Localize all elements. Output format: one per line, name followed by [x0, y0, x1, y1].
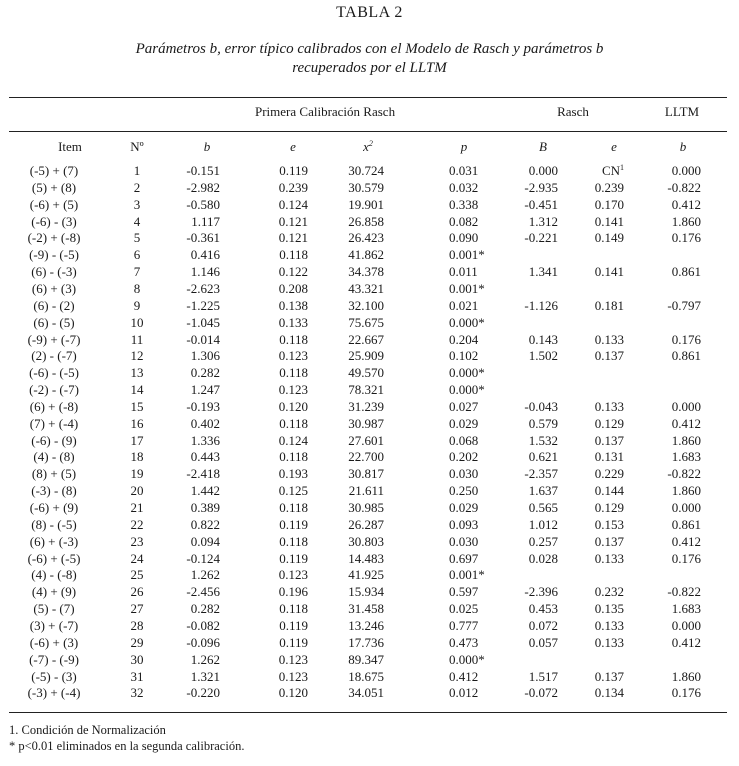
cell-item: (-5) + (7) [29, 163, 79, 178]
cell-rasch-b: 0.579 [528, 416, 558, 431]
cell-item: (6) + (-8) [29, 399, 79, 414]
cell-lltm-b: 1.860 [671, 483, 701, 498]
cell-chi2: 41.862 [348, 247, 384, 262]
cell-rasch-e: 0.129 [594, 416, 624, 431]
cell-b: -0.096 [186, 635, 220, 650]
cell-b: -0.361 [186, 230, 220, 245]
cell-item: (-6) - (3) [31, 214, 77, 229]
cell-rasch-e: 0.137 [594, 534, 624, 549]
cell-p: 0.000* [449, 382, 485, 397]
cell-number: 32 [130, 685, 144, 700]
cell-rasch-b: 1.517 [528, 669, 558, 684]
cell-e: 0.138 [278, 298, 308, 313]
cell-number: 2 [133, 180, 141, 195]
cell-e: 0.119 [279, 551, 308, 566]
cell-chi2: 17.736 [348, 635, 384, 650]
cell-e: 0.118 [279, 247, 308, 262]
cell-e: 0.123 [278, 652, 308, 667]
cell-rasch-e: 0.129 [594, 500, 624, 515]
cell-lltm-b: 0.412 [671, 635, 701, 650]
cell-p: 0.000* [449, 652, 485, 667]
group-header-primera: Primera Calibración Rasch [255, 104, 396, 119]
cell-e: 0.118 [279, 365, 308, 380]
cell-rasch-e: 0.232 [594, 584, 624, 599]
column-header-rasch-e: e [611, 139, 617, 154]
cell-p: 0.000* [449, 315, 485, 330]
footnote-significance [9, 738, 244, 754]
cell-b: 0.389 [190, 500, 220, 515]
cell-chi2: 78.321 [348, 382, 384, 397]
cell-rasch-e: 0.144 [594, 483, 624, 498]
cell-b: 0.282 [190, 365, 220, 380]
cell-rasch-e: 0.149 [594, 230, 624, 245]
cell-e: 0.118 [279, 500, 308, 515]
cell-e: 0.123 [278, 567, 308, 582]
table-caption [40, 40, 699, 78]
cell-number: 25 [130, 567, 144, 582]
cell-rasch-e: 0.137 [594, 348, 624, 363]
cell-lltm-b: -0.822 [667, 466, 701, 481]
cell-rasch-e: 0.133 [594, 618, 624, 633]
cell-item: (8) - (-5) [31, 517, 77, 532]
cell-b: -1.045 [186, 315, 220, 330]
cell-number: 14 [130, 382, 144, 397]
cell-e: 0.121 [278, 214, 308, 229]
cell-rasch-b: 0.621 [528, 449, 558, 464]
cell-e: 0.120 [278, 685, 308, 700]
cell-b: -0.580 [186, 197, 220, 212]
cell-number: 15 [130, 399, 144, 414]
cell-item: (6) - (-3) [31, 264, 77, 279]
cell-chi2: 30.579 [348, 180, 384, 195]
cell-b: -1.225 [186, 298, 220, 313]
cell-lltm-b: -0.822 [667, 584, 701, 599]
cell-e: 0.121 [278, 230, 308, 245]
cell-p: 0.027 [449, 399, 479, 414]
cell-e: 0.196 [278, 584, 308, 599]
column-header-rasch-b: B [539, 139, 547, 154]
cell-chi2: 34.051 [348, 685, 384, 700]
cell-p: 0.030 [449, 534, 479, 549]
cell-b: 1.146 [190, 264, 220, 279]
cell-rasch-e: 0.141 [594, 214, 624, 229]
cell-b: -2.982 [186, 180, 220, 195]
cell-number: 5 [133, 230, 141, 245]
cell-rasch-b: 1.502 [528, 348, 558, 363]
cell-e: 0.120 [278, 399, 308, 414]
cell-e: 0.124 [278, 433, 308, 448]
cell-b: 0.416 [190, 247, 220, 262]
cell-b: 0.282 [190, 601, 220, 616]
cell-chi2: 41.925 [348, 567, 384, 582]
cell-rasch-b: -1.126 [524, 298, 558, 313]
cell-e: 0.118 [279, 449, 308, 464]
cell-item: (6) + (-3) [29, 534, 79, 549]
cell-p: 0.082 [449, 214, 479, 229]
cell-item: (-5) - (3) [31, 669, 77, 684]
cell-chi2: 30.985 [348, 500, 384, 515]
cell-chi2: 75.675 [348, 315, 384, 330]
column-header-item: Item [58, 139, 82, 154]
cell-p: 0.001* [449, 247, 485, 262]
cell-rasch-e: $CN^1$ [601, 163, 624, 178]
cell-number: 30 [130, 652, 144, 667]
cell-b: -0.151 [186, 163, 220, 178]
cell-rasch-e: 0.133 [594, 635, 624, 650]
column-header-lltm-b: b [679, 139, 687, 154]
cell-e: 0.123 [278, 669, 308, 684]
cell-p: 0.030 [449, 466, 479, 481]
cell-item: (2) - (-7) [31, 348, 77, 363]
cell-b: 0.094 [190, 534, 220, 549]
cell-number: 27 [130, 601, 144, 616]
cell-item: (-6) + (9) [29, 500, 79, 515]
cell-chi2: 19.901 [348, 197, 384, 212]
cell-lltm-b: 1.683 [671, 601, 701, 616]
cell-item: (-9) + (-7) [27, 332, 81, 347]
cell-e: 0.125 [278, 483, 308, 498]
cell-e: 0.118 [279, 601, 308, 616]
cell-item: (3) + (-7) [29, 618, 79, 633]
cell-item: (8) + (5) [31, 466, 77, 481]
cell-lltm-b: 1.860 [671, 433, 701, 448]
cell-p: 0.029 [449, 416, 479, 431]
cell-e: 0.239 [278, 180, 308, 195]
cell-b: 1.306 [190, 348, 220, 363]
cell-number: 6 [133, 247, 141, 262]
cell-b: 1.442 [190, 483, 220, 498]
cell-rasch-b: -0.043 [524, 399, 558, 414]
cell-number: 28 [130, 618, 144, 633]
cell-chi2: 22.667 [348, 332, 384, 347]
cell-p: 0.250 [449, 483, 479, 498]
cell-p: 0.412 [449, 669, 479, 684]
cell-chi2: 32.100 [348, 298, 384, 313]
cell-item: (5) + (8) [31, 180, 77, 195]
cell-chi2: 25.909 [348, 348, 384, 363]
cell-p: 0.102 [449, 348, 479, 363]
cell-p: 0.031 [449, 163, 479, 178]
cell-lltm-b: 0.412 [671, 197, 701, 212]
cell-rasch-b: -0.072 [524, 685, 558, 700]
cell-b: -0.193 [186, 399, 220, 414]
cell-p: 0.001* [449, 281, 485, 296]
cell-lltm-b: -0.797 [667, 298, 701, 313]
cell-rasch-b: 1.341 [528, 264, 558, 279]
cell-chi2: 49.570 [348, 365, 384, 380]
cell-chi2: 27.601 [348, 433, 384, 448]
cell-number: 4 [133, 214, 141, 229]
cell-rasch-b: 1.312 [528, 214, 558, 229]
cell-e: 0.119 [279, 163, 308, 178]
column-header-chi2: $x^2$ [363, 139, 373, 154]
cell-chi2: 14.483 [348, 551, 384, 566]
cell-p: 0.021 [449, 298, 479, 313]
column-header-number: Nº [130, 139, 144, 154]
cell-lltm-b: 0.176 [671, 230, 701, 245]
cell-rasch-e: 0.134 [594, 685, 624, 700]
cell-lltm-b: 0.861 [671, 264, 701, 279]
cell-rasch-e: 0.170 [594, 197, 624, 212]
cell-b: -0.014 [186, 332, 220, 347]
cell-chi2: 26.423 [348, 230, 384, 245]
cell-p: 0.093 [449, 517, 479, 532]
cell-rasch-b: -2.357 [524, 466, 558, 481]
cell-rasch-b: 0.000 [528, 163, 558, 178]
cell-e: 0.122 [278, 264, 308, 279]
cell-rasch-b: -2.935 [524, 180, 558, 195]
group-header-rasch: Rasch [557, 104, 589, 119]
cell-number: 12 [130, 348, 144, 363]
cell-chi2: 26.287 [348, 517, 384, 532]
cell-item: (5) - (7) [33, 601, 75, 616]
cell-lltm-b: 0.176 [671, 685, 701, 700]
cell-b: 1.262 [190, 567, 220, 582]
cell-e: 0.123 [278, 382, 308, 397]
cell-number: 31 [130, 669, 144, 684]
cell-rasch-b: 0.028 [528, 551, 558, 566]
cell-b: -0.124 [186, 551, 220, 566]
cell-b: 0.443 [190, 449, 220, 464]
cell-lltm-b: 0.176 [671, 551, 701, 566]
cell-p: 0.029 [449, 500, 479, 515]
cell-chi2: 30.803 [348, 534, 384, 549]
cell-number: 13 [130, 365, 144, 380]
cell-chi2: 18.675 [348, 669, 384, 684]
cell-e: 0.119 [279, 618, 308, 633]
cell-number: 29 [130, 635, 144, 650]
cell-lltm-b: 0.000 [671, 500, 701, 515]
cell-e: 0.133 [278, 315, 308, 330]
group-rule [9, 131, 727, 132]
cell-p: 0.090 [449, 230, 479, 245]
cell-p: 0.000* [449, 365, 485, 380]
cell-lltm-b: -0.822 [667, 180, 701, 195]
cell-b: -2.418 [186, 466, 220, 481]
cell-rasch-e: 0.131 [594, 449, 624, 464]
cell-p: 0.068 [449, 433, 479, 448]
cell-number: 19 [130, 466, 144, 481]
cell-e: 0.193 [278, 466, 308, 481]
cell-rasch-e: 0.133 [594, 551, 624, 566]
cell-chi2: 30.817 [348, 466, 384, 481]
cell-chi2: 30.724 [348, 163, 384, 178]
cell-lltm-b: 0.412 [671, 416, 701, 431]
cell-chi2: 31.458 [348, 601, 384, 616]
cell-item: (-9) - (-5) [29, 247, 79, 262]
cell-item: (-6) + (-5) [27, 551, 81, 566]
cell-item: (7) + (-4) [29, 416, 79, 431]
cell-p: 0.032 [449, 180, 479, 195]
cell-b: 1.247 [190, 382, 220, 397]
cell-p: 0.011 [449, 264, 478, 279]
cell-rasch-b: 0.143 [528, 332, 558, 347]
cell-chi2: 34.378 [348, 264, 384, 279]
cell-number: 22 [130, 517, 144, 532]
cell-e: 0.119 [279, 517, 308, 532]
cell-b: -0.220 [186, 685, 220, 700]
cell-item: (6) - (2) [33, 298, 75, 313]
cell-lltm-b: 1.860 [671, 214, 701, 229]
group-header-lltm: LLTM [664, 104, 700, 119]
cell-b: -0.082 [186, 618, 220, 633]
cell-number: 18 [130, 449, 144, 464]
cell-number: 10 [130, 315, 144, 330]
cell-item: (-6) - (-5) [29, 365, 79, 380]
cell-number: 24 [130, 551, 144, 566]
cell-chi2: 22.700 [348, 449, 384, 464]
cell-rasch-e: 0.137 [594, 433, 624, 448]
cell-chi2: 31.239 [348, 399, 384, 414]
cell-p: 0.025 [449, 601, 479, 616]
cell-number: 3 [133, 197, 141, 212]
cell-e: 0.119 [279, 635, 308, 650]
cell-lltm-b: 0.176 [671, 332, 701, 347]
column-header-p: p [460, 139, 468, 154]
column-header-b: b [203, 139, 211, 154]
cell-lltm-b: 0.861 [671, 348, 701, 363]
cell-e: 0.124 [278, 197, 308, 212]
cell-p: 0.338 [449, 197, 479, 212]
table-label: TABLA 2 [336, 4, 403, 21]
cell-number: 26 [130, 584, 144, 599]
cell-rasch-e: 0.153 [594, 517, 624, 532]
cell-e: 0.118 [279, 332, 308, 347]
cell-chi2: 26.858 [348, 214, 384, 229]
cell-p: 0.473 [449, 635, 479, 650]
cell-lltm-b: 0.861 [671, 517, 701, 532]
cell-rasch-e: 0.229 [594, 466, 624, 481]
cell-p: 0.597 [449, 584, 479, 599]
cell-rasch-b: 0.565 [528, 500, 558, 515]
cell-chi2: 15.934 [348, 584, 384, 599]
cell-p: 0.777 [449, 618, 479, 633]
cell-rasch-e: 0.137 [594, 669, 624, 684]
cell-rasch-b: 0.257 [528, 534, 558, 549]
cell-item: (6) + (3) [31, 281, 77, 296]
top-rule [9, 97, 727, 98]
cell-item: (-3) - (8) [31, 483, 77, 498]
cell-lltm-b: 0.412 [671, 534, 701, 549]
cell-rasch-b: 1.532 [528, 433, 558, 448]
cell-rasch-e: 0.133 [594, 399, 624, 414]
cell-item: (6) - (5) [33, 315, 75, 330]
cell-rasch-b: -0.221 [524, 230, 558, 245]
cell-lltm-b: 0.000 [671, 618, 701, 633]
cell-lltm-b: 1.683 [671, 449, 701, 464]
cell-item: (4) - (-8) [31, 567, 77, 582]
cell-chi2: 89.347 [348, 652, 384, 667]
bottom-rule [9, 712, 727, 713]
cell-rasch-b: 1.012 [528, 517, 558, 532]
cell-b: 1.262 [190, 652, 220, 667]
cell-b: 1.336 [190, 433, 220, 448]
cell-item: (4) - (8) [33, 449, 75, 464]
cell-rasch-b: -0.451 [524, 197, 558, 212]
cell-chi2: 13.246 [348, 618, 384, 633]
cell-item: (-6) - (9) [31, 433, 77, 448]
cell-rasch-e: 0.135 [594, 601, 624, 616]
cell-rasch-b: 0.453 [528, 601, 558, 616]
cell-e: 0.118 [279, 416, 308, 431]
cell-chi2: 43.321 [348, 281, 384, 296]
cell-chi2: 21.611 [348, 483, 384, 498]
footnote-2-text: * p<0.01 eliminados en la segunda calibración. [9, 739, 245, 753]
footnote-normalization [9, 722, 166, 738]
cell-item: (-2) - (-7) [29, 382, 79, 397]
cell-item: (-2) + (-8) [27, 230, 81, 245]
cell-number: 1 [133, 163, 141, 178]
cell-number: 8 [133, 281, 141, 296]
footnote-1-text: 1. Condición de Normalización [9, 723, 166, 737]
cell-b: 1.117 [191, 214, 220, 229]
cell-lltm-b: 0.000 [671, 399, 701, 414]
cell-b: 1.321 [190, 669, 220, 684]
cell-e: 0.208 [278, 281, 308, 296]
cell-b: 0.822 [190, 517, 220, 532]
cell-rasch-b: 1.637 [528, 483, 558, 498]
cell-rasch-b: -2.396 [524, 584, 558, 599]
cell-item: (-6) + (5) [29, 197, 79, 212]
cell-number: 21 [130, 500, 144, 515]
cell-e: 0.123 [278, 348, 308, 363]
cell-number: 16 [130, 416, 144, 431]
cell-item: (4) + (9) [31, 584, 77, 599]
caption-line-1: Parámetros b, error típico calibrados con el Modelo de Rasch y parámetros b [135, 41, 604, 57]
column-header-e: e [290, 139, 296, 154]
cell-p: 0.204 [449, 332, 479, 347]
cell-rasch-e: 0.239 [594, 180, 624, 195]
cell-item: (-6) + (3) [29, 635, 79, 650]
cell-item: (-3) + (-4) [27, 685, 81, 700]
cell-number: 23 [130, 534, 144, 549]
cell-b: -2.456 [186, 584, 220, 599]
cell-number: 9 [133, 298, 141, 313]
cell-lltm-b: 1.860 [671, 669, 701, 684]
cell-p: 0.697 [449, 551, 479, 566]
cell-rasch-b: 0.072 [528, 618, 558, 633]
cell-rasch-e: 0.133 [594, 332, 624, 347]
cell-p: 0.012 [449, 685, 479, 700]
cell-number: 17 [130, 433, 144, 448]
cell-e: 0.118 [279, 534, 308, 549]
cell-number: 7 [133, 264, 141, 279]
cell-item: (-7) - (-9) [29, 652, 79, 667]
caption-line-2: recuperados por el LLTM [292, 60, 447, 76]
cell-rasch-e: 0.181 [594, 298, 624, 313]
cell-chi2: 30.987 [348, 416, 384, 431]
cell-b: -2.623 [186, 281, 220, 296]
cell-number: 20 [130, 483, 144, 498]
cell-lltm-b: 0.000 [671, 163, 701, 178]
cell-p: 0.001* [449, 567, 485, 582]
cell-number: 11 [130, 332, 144, 347]
cell-rasch-b: 0.057 [528, 635, 558, 650]
cell-p: 0.202 [449, 449, 479, 464]
cell-b: 0.402 [190, 416, 220, 431]
cell-rasch-e: 0.141 [594, 264, 624, 279]
